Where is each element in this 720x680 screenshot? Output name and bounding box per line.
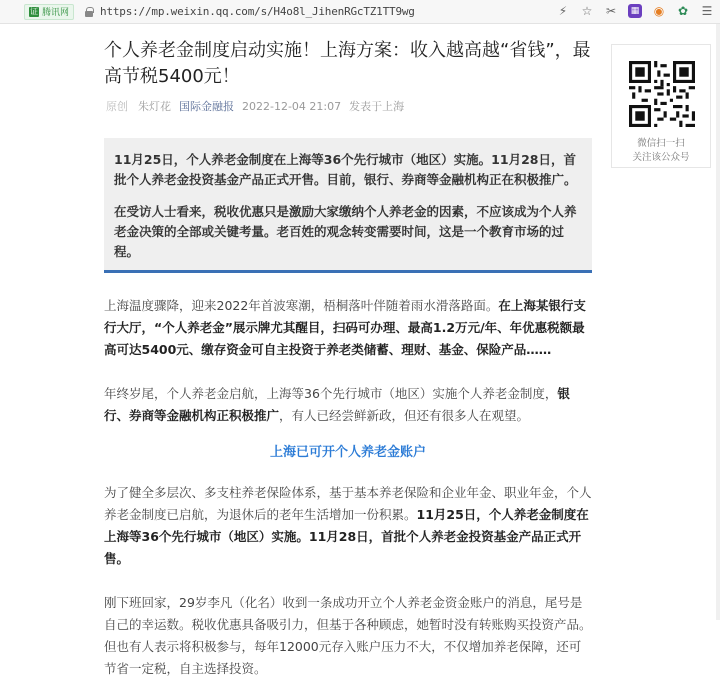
paragraph-2-bold: 银行、券商等金融机构正积极推广	[104, 386, 570, 423]
article-meta	[104, 98, 592, 114]
menu-icon[interactable]: ☰	[701, 4, 713, 18]
paragraph-2-text-b: ，有人已经尝鲜新政，但还有很多人在观望。	[279, 408, 530, 423]
qr-caption-line-2: 关注该公众号	[632, 152, 690, 163]
author: 朱灯花	[138, 100, 171, 113]
section-heading: 上海已可开个人养老金账户	[269, 445, 426, 460]
article	[104, 24, 592, 680]
paragraph-1	[104, 295, 592, 361]
paragraph-1-bold: 在上海某银行支行大厅，“个人养老金”展示牌尤其醒目，扫码可办理、最高1.2万元/年、年优惠税额最高可达5400元、缴存资金可自主投资于养老类储蓄、理财、基金、保险产品……	[104, 298, 586, 357]
site-label: 腾讯网	[42, 8, 70, 18]
paragraph-1-text: 上海温度骤降，迎来2022年首波寒潮，梧桐落叶伴随着雨水滑落路面。	[104, 298, 499, 313]
publish-location: 发表于上海	[349, 100, 405, 113]
lock-icon[interactable]	[84, 7, 94, 17]
puzzle-icon[interactable]: ▦	[628, 4, 642, 18]
source-link[interactable]: 国际金融报	[179, 100, 234, 113]
game-icon[interactable]: ◉	[653, 4, 665, 18]
qr-caption-line-1: 微信扫一扫	[637, 138, 685, 149]
browser-address-bar	[0, 0, 720, 24]
paragraph-3	[104, 482, 592, 570]
qr-code	[629, 61, 695, 127]
original-tag: 原创	[106, 100, 128, 113]
summary-box	[104, 138, 592, 273]
paragraph-4: 刚下班回家，29岁李凡（化名）收到一条成功开立个人养老金资金账户的消息，尾号是自己的幸运数。税收优惠具备吸引力，但基于各种顾虑，她暂时没有转账购买投资产品。但也有人表示将积极参与，每年12000元存入账户压力不大，不仅增加养老保障，还可节省一定税，自主选择投资。	[104, 595, 592, 676]
certificate-icon: 证	[30, 6, 38, 16]
lightning-icon[interactable]: ⚡	[558, 4, 568, 18]
star-icon[interactable]: ☆	[581, 4, 593, 18]
qr-panel	[611, 44, 711, 168]
site-badge[interactable]	[24, 4, 74, 20]
qr-caption	[612, 137, 710, 165]
scissors-icon[interactable]: ✂	[605, 4, 617, 18]
article-title: 个人养老金制度启动实施！上海方案：收入越高越“省钱”，最高节税5400元！	[104, 40, 591, 87]
paragraph-2-text-a: 年终岁尾，个人养老金启航，上海等36个先行城市（地区）实施个人养老金制度，	[104, 386, 558, 401]
paragraph-2	[104, 383, 592, 427]
extension-icon[interactable]: ✿	[677, 4, 689, 18]
toolbar-icons	[556, 4, 714, 18]
publish-datetime: 2022-12-04 21:07	[242, 99, 342, 113]
paragraph-3-text: 为了健全多层次、多支柱养老保险体系，基于基本养老保险和企业年金、职业年金，个人养老金制度已启航，为退休后的老年生活增加一份积累。	[104, 485, 592, 522]
paragraph-3-bold: 11月25日，个人养老金制度在上海等36个先行城市（地区）实施。11月28日，首批个人养老金投资基金产品正式开售。	[104, 507, 589, 566]
summary-paragraph-2: 在受访人士看来，税收优惠只是激励大家缴纳个人养老金的因素，不应该成为个人养老金决策的全部或关键考量。老百姓的观念转变需要时间，这是一个教育市场的过程。	[114, 204, 577, 259]
summary-paragraph-1: 11月25日，个人养老金制度在上海等36个先行城市（地区）实施。11月28日，首批个人养老金投资基金产品正式开售。目前，银行、券商等金融机构正在积极推广。	[114, 152, 577, 187]
scrollbar[interactable]	[716, 24, 720, 620]
url-field[interactable]: https://mp.weixin.qq.com/s/H4o8l_JihenRGcTZ1TT9wg	[100, 5, 415, 18]
